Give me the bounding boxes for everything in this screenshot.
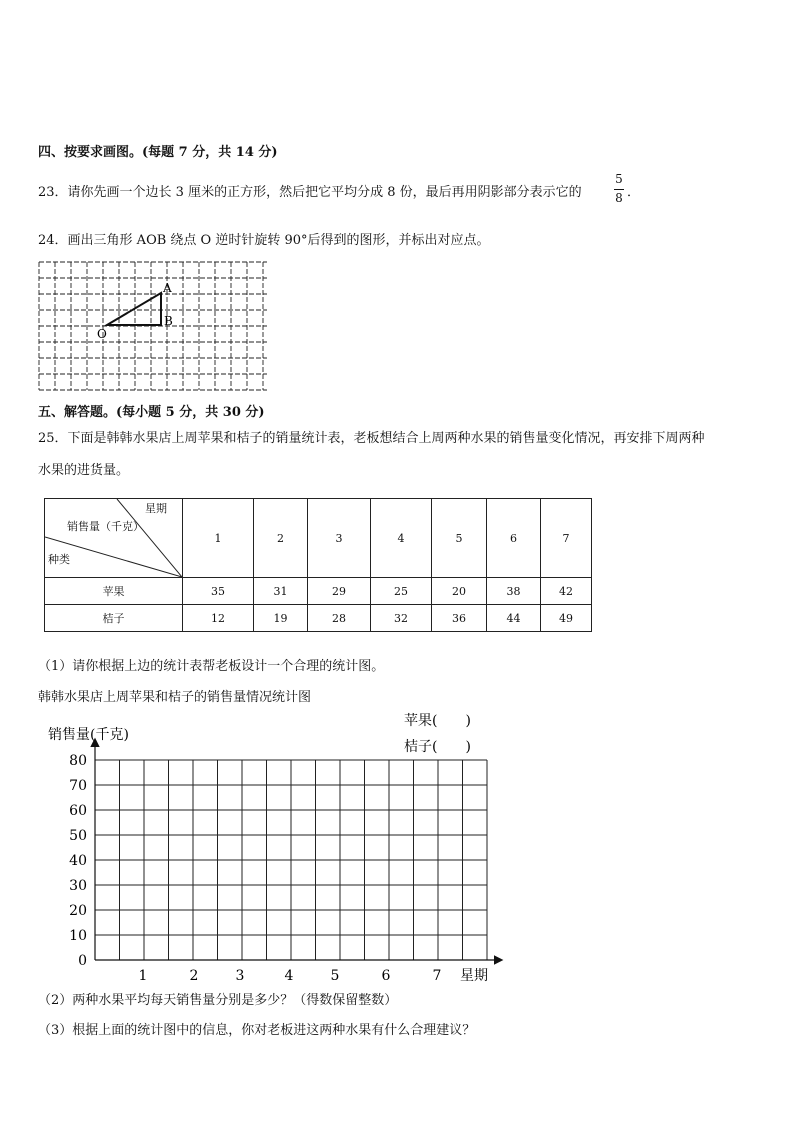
chart-axes	[95, 740, 501, 960]
header-kind-label: 种类	[48, 553, 70, 566]
vertex-b-label: B	[164, 314, 173, 328]
x-axis-label: 星期	[460, 968, 488, 984]
day-cell: 6	[487, 499, 541, 578]
fraction-numerator: 5	[615, 172, 623, 186]
header-day-label: 星期	[145, 502, 167, 515]
fraction-denominator: 8	[615, 191, 623, 205]
chart-title: 韩韩水果店上周苹果和桔子的销售量情况统计图	[38, 690, 312, 705]
day-cell: 7	[541, 499, 592, 578]
y-tick-label: 40	[69, 853, 87, 869]
day-cell: 2	[254, 499, 308, 578]
x-tick-label: 5	[330, 968, 340, 984]
value-cell: 25	[371, 578, 432, 605]
table-row	[45, 578, 592, 605]
y-tick-label: 0	[78, 953, 87, 969]
fraction-bar	[614, 189, 624, 190]
sub-question-1: （1）请你根据上边的统计表帮老板设计一个合理的统计图。	[38, 659, 385, 674]
blank-line-chart	[40, 708, 510, 988]
question-24: 24．画出三角形 AOB 绕点 O 逆时针旋转 90°后得到的图形，并标出对应点。	[38, 233, 490, 248]
day-cell: 4	[371, 499, 432, 578]
value-cell: 12	[183, 605, 254, 632]
value-cell: 31	[254, 578, 308, 605]
question-23	[38, 181, 582, 200]
y-tick-label: 80	[69, 753, 87, 769]
x-tick-label: 1	[138, 968, 148, 984]
y-axis-label: 销售量(千克)	[48, 727, 129, 743]
table-row	[45, 605, 592, 632]
value-cell: 42	[541, 578, 592, 605]
rotation-grid	[36, 258, 270, 394]
sub-question-3: （3）根据上面的统计图中的信息，你对老板进这两种水果有什么合理建议？	[38, 1023, 476, 1038]
sub-question-2: （2）两种水果平均每天销售量分别是多少？（得数保留整数）	[38, 993, 398, 1008]
legend-apple[interactable]: 苹果( )	[404, 713, 471, 729]
section-5-title: 五、解答题。(每小题 5 分，共 30 分)	[38, 405, 265, 420]
value-cell: 19	[254, 605, 308, 632]
y-tick-label: 30	[69, 878, 87, 894]
section-4-title: 四、按要求画图。(每题 7 分，共 14 分)	[38, 145, 278, 160]
day-cell: 5	[432, 499, 487, 578]
diagonal-header-cell	[45, 499, 183, 578]
x-tick-label: 4	[284, 968, 294, 984]
y-tick-label: 50	[69, 828, 87, 844]
value-cell: 49	[541, 605, 592, 632]
sales-table	[44, 498, 592, 632]
table-header-row	[45, 499, 592, 578]
question-23-text: 23．请你先画一个边长 3 厘米的正方形，然后把它平均分成 8 份，最后再用阴影部分表示它的	[38, 185, 582, 200]
y-tick-label: 20	[69, 903, 87, 919]
vertex-a-label: A	[163, 281, 172, 295]
triangle-aob	[107, 293, 161, 325]
value-cell: 28	[308, 605, 371, 632]
day-cell: 1	[183, 499, 254, 578]
value-cell: 38	[487, 578, 541, 605]
x-tick-label: 6	[381, 968, 391, 984]
x-tick-label: 7	[432, 968, 442, 984]
y-tick-label: 10	[69, 928, 87, 944]
value-cell: 20	[432, 578, 487, 605]
value-cell: 29	[308, 578, 371, 605]
question-25-line1: 25．下面是韩韩水果店上周苹果和桔子的销量统计表，老板想结合上周两种水果的销售量变化情况，再安排下周两种	[38, 431, 705, 446]
value-cell: 36	[432, 605, 487, 632]
question-25-line2: 水果的进货量。	[38, 463, 130, 478]
row-name-cell: 桔子	[45, 605, 183, 632]
value-cell: 44	[487, 605, 541, 632]
x-tick-label: 2	[189, 968, 199, 984]
question-23-end: ．	[627, 185, 641, 200]
vertex-o-label: O	[97, 327, 107, 341]
chart-ticks	[69, 753, 488, 984]
day-cell: 3	[308, 499, 371, 578]
x-tick-label: 3	[235, 968, 245, 984]
value-cell: 32	[371, 605, 432, 632]
y-tick-label: 70	[69, 778, 87, 794]
row-name-cell: 苹果	[45, 578, 183, 605]
header-qty-label: 销售量（千克）	[67, 520, 144, 533]
legend-orange[interactable]: 桔子( )	[404, 739, 471, 755]
y-tick-label: 60	[69, 803, 87, 819]
value-cell: 35	[183, 578, 254, 605]
chart-grid	[95, 760, 487, 960]
